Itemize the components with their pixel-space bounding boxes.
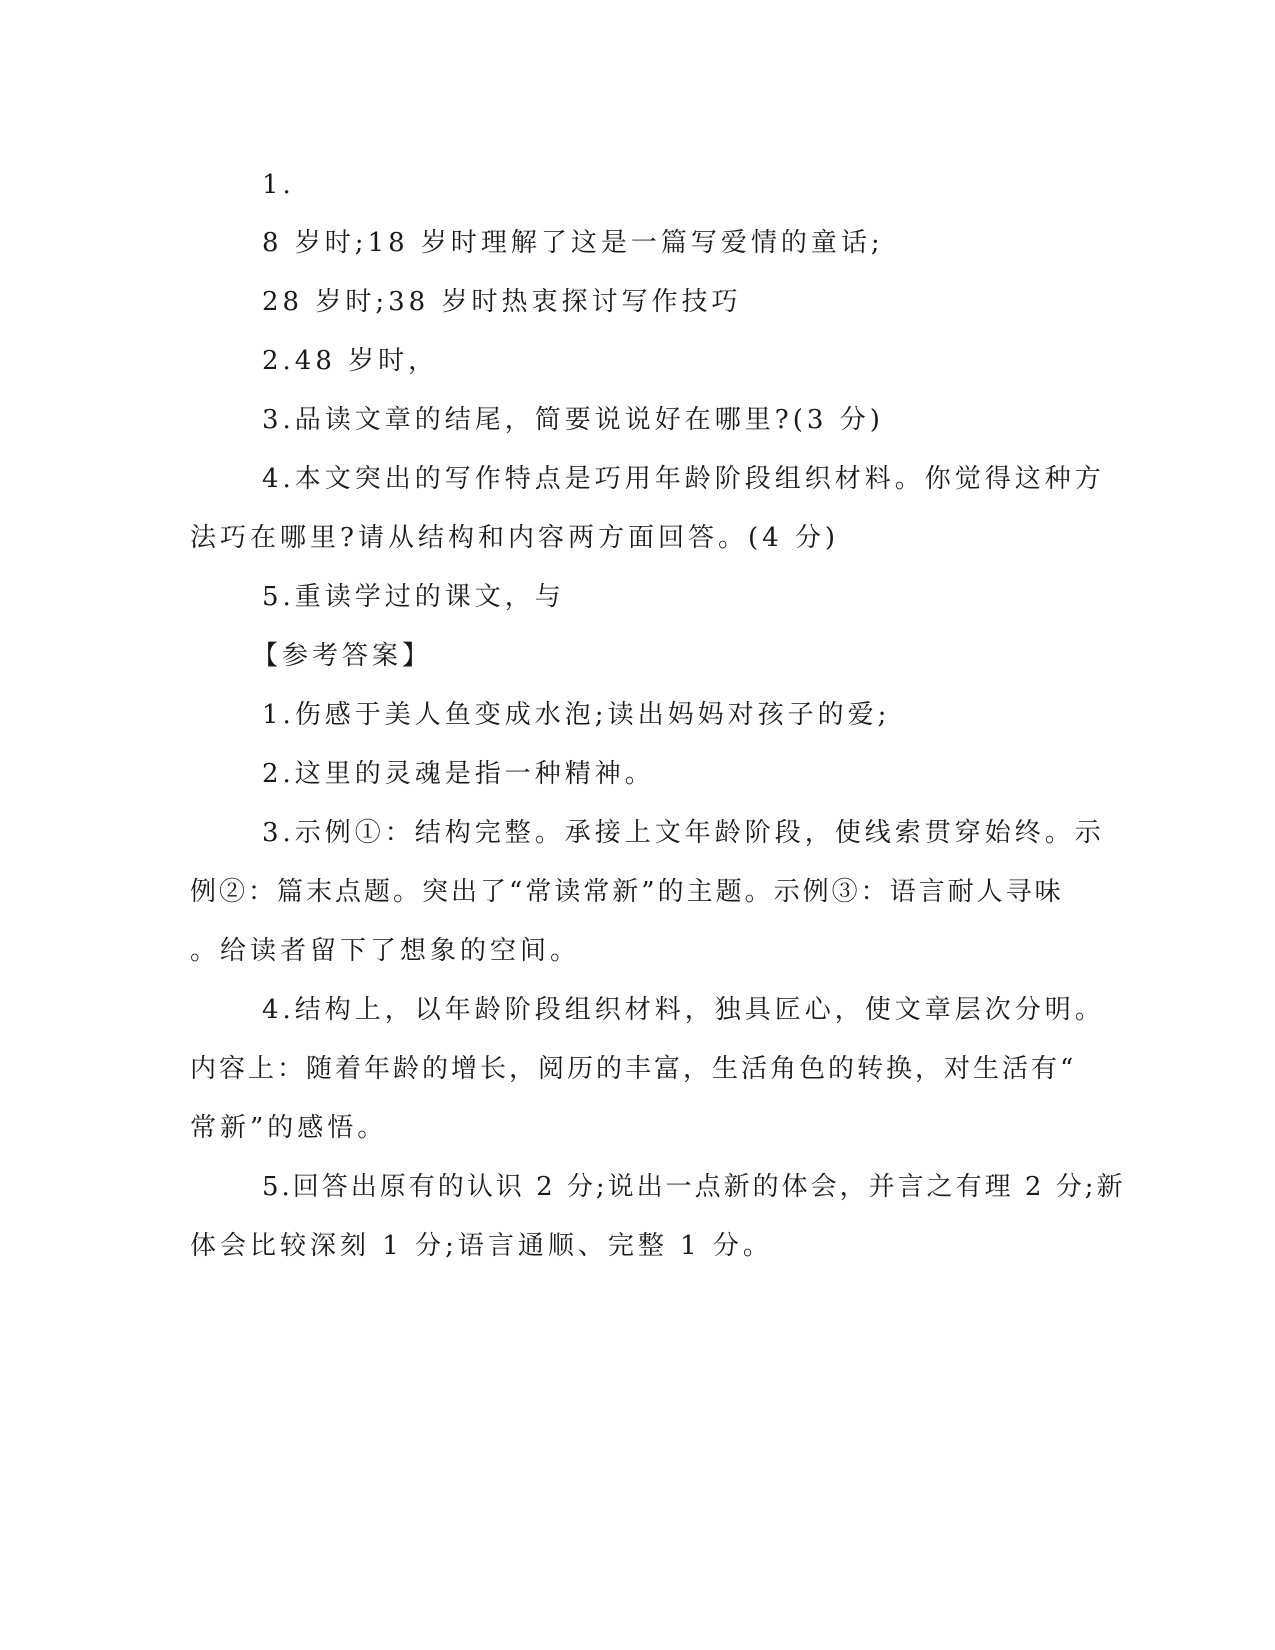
question-5: 5.重读学过的课文，与: [262, 582, 565, 612]
question-1-number: 1.: [262, 170, 295, 200]
answer-1: 1.伤感于美人鱼变成水泡;读出妈妈对孩子的爱;: [262, 700, 891, 730]
question-1-line-a: 8 岁时;18 岁时理解了这是一篇写爱情的童话;: [262, 228, 884, 258]
question-1-line-b: 28 岁时;38 岁时热衷探讨写作技巧: [262, 287, 742, 317]
answer-3-line-c: 。给读者留下了想象的空间。: [190, 936, 581, 966]
answer-3-line-a: 3.示例①：结构完整。承接上文年龄阶段，使线索贯穿始终。示: [262, 818, 1105, 848]
question-4-line-b: 法巧在哪里?请从结构和内容两方面回答。(4 分): [190, 523, 840, 553]
answer-5-line-a: 5.回答出原有的认识 2 分;说出一点新的体会，并言之有理 2 分;新: [262, 1172, 1126, 1202]
answer-4-line-a: 4.结构上，以年龄阶段组织材料，独具匠心，使文章层次分明。: [262, 995, 1105, 1025]
answer-4-line-c: 常新”的感悟。: [190, 1113, 388, 1143]
answer-4-line-b: 内容上：随着年龄的增长，阅历的丰富，生活角色的转换，对生活有“: [190, 1054, 1077, 1084]
question-3: 3.品读文章的结尾，简要说说好在哪里?(3 分): [262, 405, 884, 435]
question-2: 2.48 岁时，: [262, 346, 439, 376]
answer-5-line-b: 体会比较深刻 1 分;语言通顺、完整 1 分。: [190, 1231, 773, 1261]
answer-heading: 【参考答案】: [252, 641, 433, 671]
answer-2: 2.这里的灵魂是指一种精神。: [262, 759, 655, 789]
question-4-line-a: 4.本文突出的写作特点是巧用年龄阶段组织材料。你觉得这种方: [262, 464, 1105, 494]
answer-3-line-b: 例②：篇末点题。突出了“常读常新”的主题。示例③：语言耐人寻味: [190, 877, 1064, 907]
